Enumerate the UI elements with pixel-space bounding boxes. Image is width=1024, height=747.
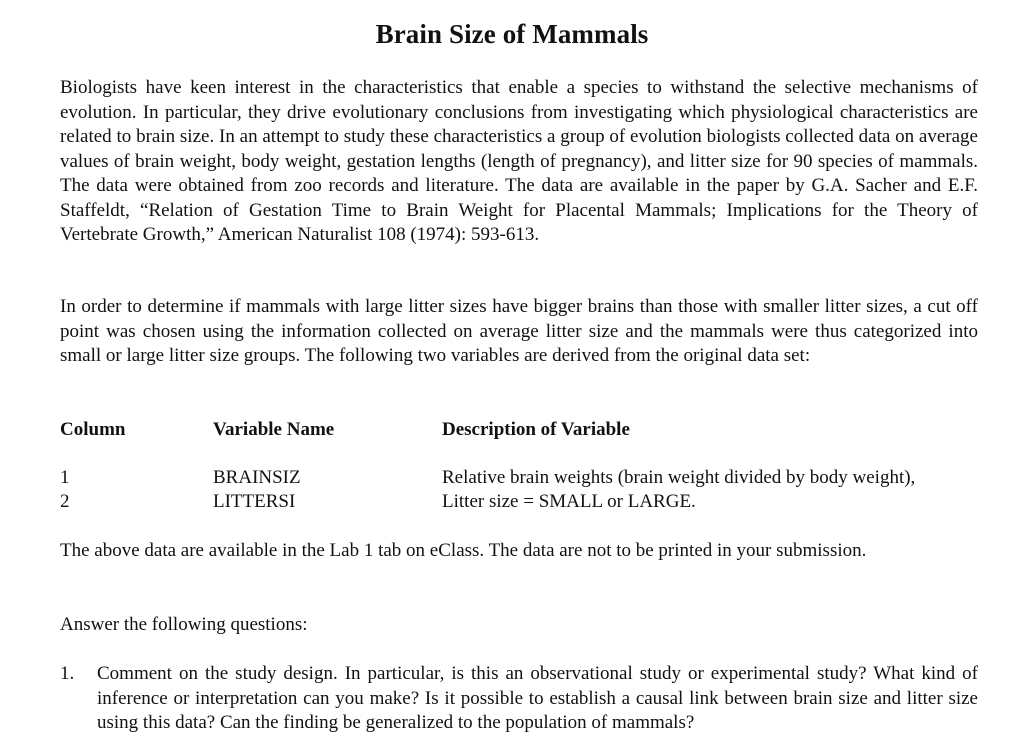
header-column: Column <box>60 419 126 440</box>
row-2-column: 2 <box>60 491 70 512</box>
page-title: Brain Size of Mammals <box>375 19 649 49</box>
availability-note: The above data are available in the Lab 1 tab on eClass. The data are not to be printed in your submission. <box>60 540 867 561</box>
header-variable-name: Variable Name <box>213 419 335 440</box>
intro-paragraph: Biologists have keen interest in the characteristics that enable a species to withstand the selective mechanisms of evolution. In particular, they drive evolutionary conclusions from investigating which physiological characteristics are related to brain size. In an attempt to study these characteristics a group of evolution biologists collected data on average values of brain weight, body weight, gestation lengths (length of pregnancy), and litter size for 90 species of mammals. The data were obtained from zoo records and literature. The data are available in the paper by G.A. Sacher and E.F. Staffeldt, “Relation of Gestation Time to Brain Weight for Placental Mammals; Implications for the Theory of Vertebrate Growth,” American Naturalist 108 (1974): 593-613. <box>60 77 978 245</box>
question-number: 1. <box>60 663 75 684</box>
row-1-column: 1 <box>60 467 70 488</box>
row-1-description: Relative brain weights (brain weight divided by body weight), <box>442 467 916 488</box>
header-description: Description of Variable <box>442 419 630 440</box>
row-1-name: BRAINSIZ <box>213 467 301 488</box>
method-paragraph: In order to determine if mammals with large litter sizes have bigger brains than those with smaller litter sizes, a cut off point was chosen using the information collected on average litter size and the mammals were thus categorized into small or large litter size groups. The following two variables are derived from the original data set: <box>60 296 978 366</box>
row-2-description: Litter size = SMALL or LARGE. <box>442 491 696 512</box>
questions-prompt: Answer the following questions: <box>60 614 308 635</box>
row-2-name: LITTERSI <box>213 491 296 512</box>
question-text: Comment on the study design. In particular, is this an observational study or experimental study? What kind of inference or interpretation can you make? Is it possible to establish a causal link between brain size and litter size using this data? Can the finding be generalized to the population of mammals? <box>97 663 978 733</box>
